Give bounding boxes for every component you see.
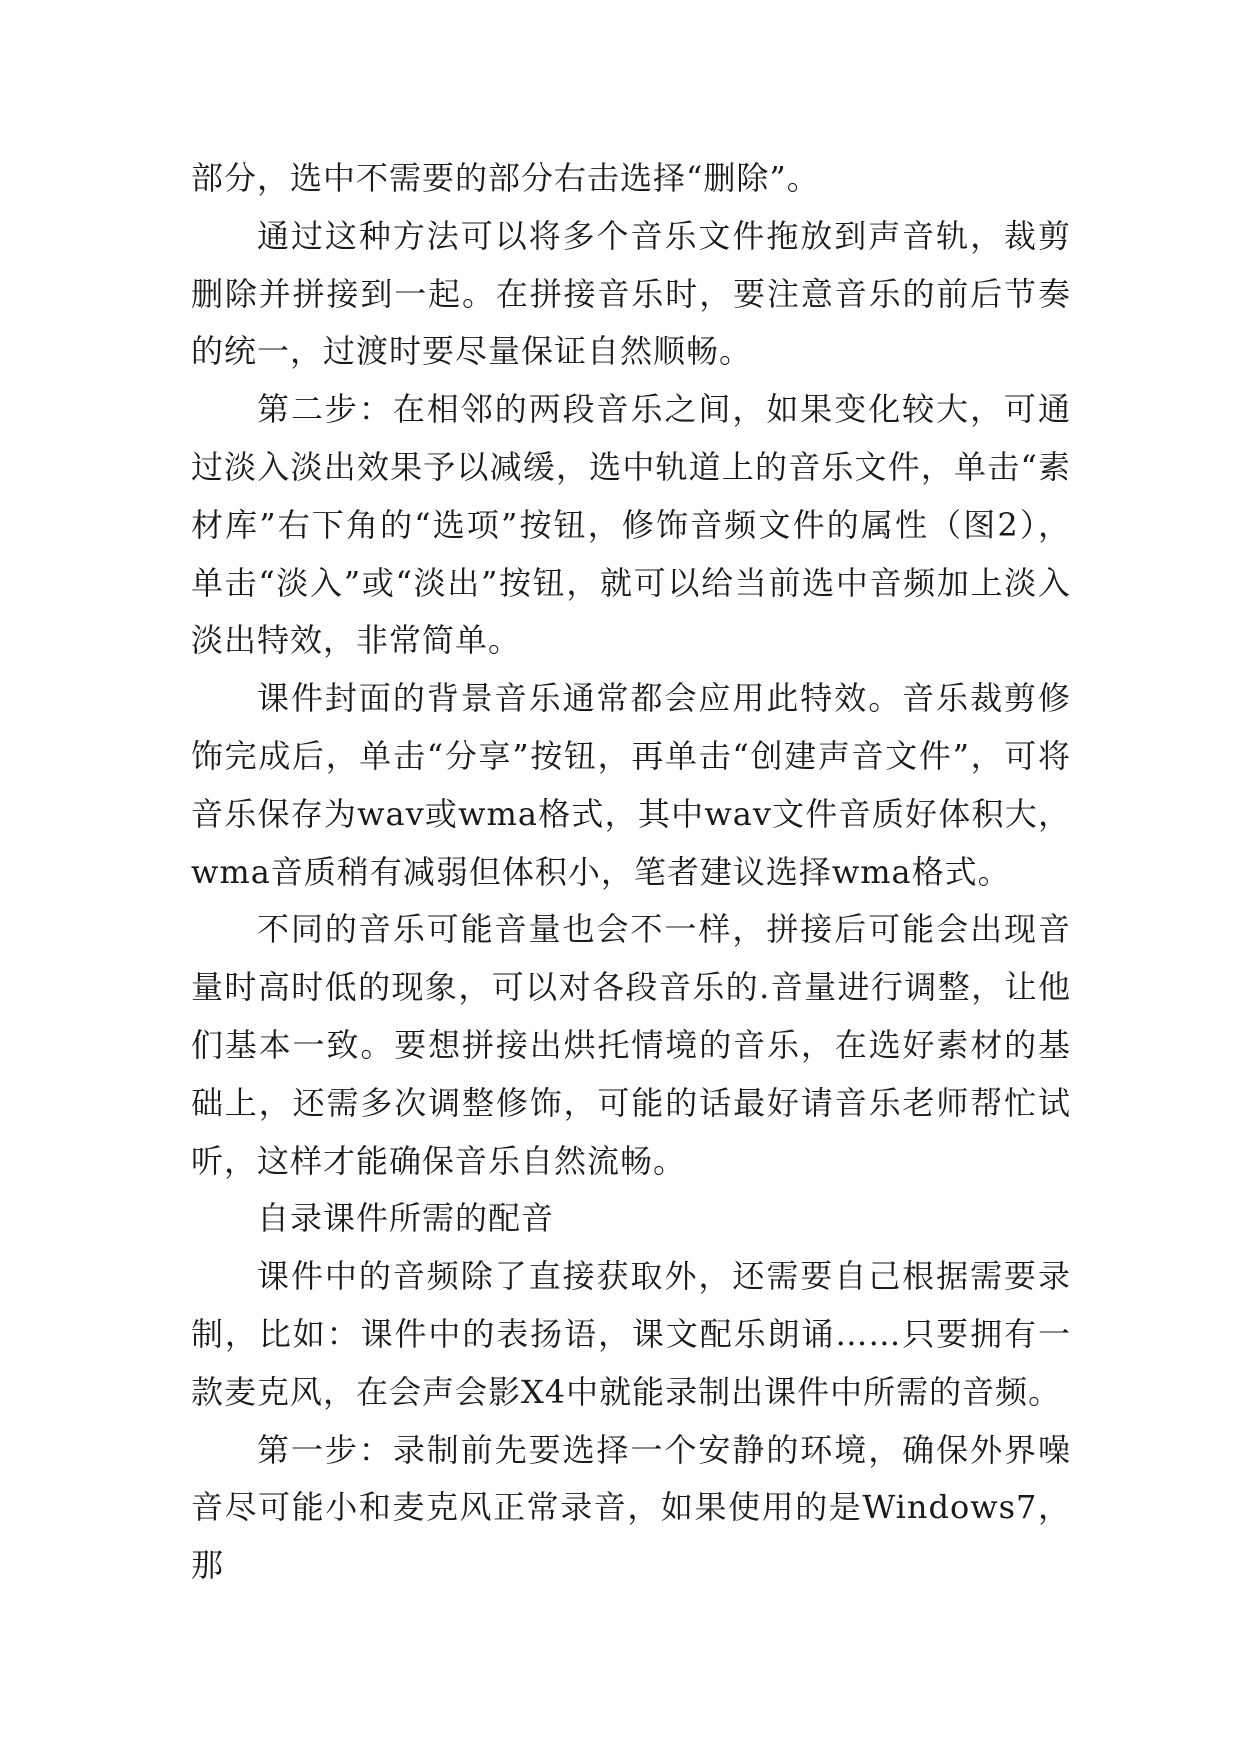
paragraph: 通过这种方法可以将多个音乐文件拖放到声音轨，裁剪删除并拼接到一起。在拼接音乐时，要注意音乐的前后节奏的统一，过渡时要尽量保证自然顺畅。 [191, 216, 1071, 371]
document-body [191, 150, 1071, 1595]
paragraph: 第一步：录制前先要选择一个安静的环境，确保外界噪音尽可能小和麦克风正常录音，如果使用的是Windows7，那 [191, 1430, 1071, 1585]
section-heading: 自录课件所需的配音 [257, 1199, 555, 1238]
paragraph-continuation: 部分，选中不需要的部分右击选择“删除”。 [191, 159, 820, 197]
paragraph: 课件封面的背景音乐通常都会应用此特效。音乐裁剪修饰完成后，单击“分享”按钮，再单击“创建声音文件”，可将音乐保存为wav或wma格式，其中wav文件音质好体积大，wma音质稍有减弱但体积小，笔者建议选择wma格式。 [191, 679, 1071, 891]
paragraph: 不同的音乐可能音量也会不一样，拼接后可能会出现音量时高时低的现象，可以对各段音乐的.音量进行调整，让他们基本一致。要想拼接出烘托情境的音乐，在选好素材的基础上，还需多次调整修饰，可能的话最好请音乐老师帮忙试听，这样才能确保音乐自然流畅。 [191, 910, 1071, 1180]
paragraph: 第二步：在相邻的两段音乐之间，如果变化较大，可通过淡入淡出效果予以减缓，选中轨道上的音乐文件，单击“素材库”右下角的“选项”按钮，修饰音频文件的属性（图2），单击“淡入”或“淡出”按钮，就可以给当前选中音频加上淡入淡出特效，非常简单。 [191, 390, 1071, 660]
paragraph: 课件中的音频除了直接获取外，还需要自己根据需要录制，比如：课件中的表扬语，课文配乐朗诵……只要拥有一款麦克风，在会声会影X4中就能录制出课件中所需的音频。 [191, 1257, 1071, 1411]
